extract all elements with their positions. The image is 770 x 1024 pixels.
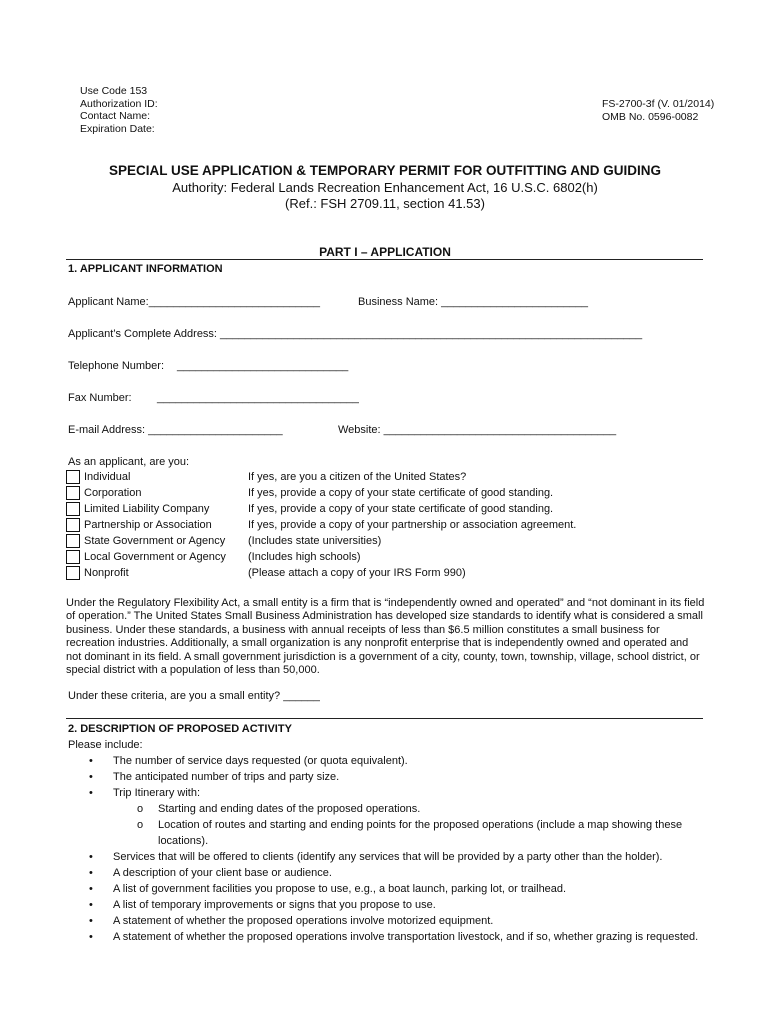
option-row-partnership[interactable] [66,517,212,533]
rfa-paragraph: Under the Regulatory Flexibility Act, a small entity is a firm that is “independently owned and operated” and “not dominant in its field of operation.” The United States Small Business Administration has developed size standards to identify what is considered a small business. Under these standards, a business with annual receipts of less than $6.5 million constitutes a small business for recreation industries. Additionally, a small organization is any nonprofit enterprise that is independently owned and operated and not dominant in its field. A small government jurisdiction is a government of a city, county, town, township, village, school district, or special district with a population of less than 50,000. [66,597,705,677]
section-divider [66,259,703,260]
option-note: If yes, provide a copy of your partnership or association agreement. [248,519,577,531]
list-item [66,913,706,929]
bullet-icon: • [89,867,93,879]
applicant-type-prompt: As an applicant, are you: [68,456,190,468]
list-item-text: Trip Itinerary with: [113,787,201,799]
section-divider [66,718,703,719]
please-include: Please include: [68,739,143,751]
option-label: Limited Liability Company [84,503,210,515]
itinerary-sublist [66,801,706,849]
list-item [66,897,706,913]
checkbox-individual[interactable] [66,470,80,484]
omb-number: OMB No. 0596-0082 [602,110,699,123]
part-heading: PART I – APPLICATION [319,245,451,259]
bullet-icon: • [89,915,93,927]
activity-requirements-list [66,753,706,945]
list-item [66,929,706,945]
option-row-individual[interactable] [66,469,130,485]
authority-line: Authority: Federal Lands Recreation Enhancement Act, 16 U.S.C. 6802(h) [172,180,598,195]
expiration-date: Expiration Date: [80,122,155,135]
option-row-nonprofit[interactable] [66,565,129,581]
option-label: Individual [84,471,131,483]
list-item [66,785,706,849]
applicant-name-field[interactable]: Applicant Name:____________________________ [68,296,321,308]
bullet-icon: • [89,883,93,895]
use-code: Use Code 153 [80,85,148,97]
list-item [66,881,706,897]
form-number: FS-2700-3f (V. 01/2014) [602,98,715,110]
sub-list-item-text: Location of routes and starting and ending points for the proposed operations (include a map showing these locations). [158,819,683,847]
option-row-corporation[interactable] [66,485,141,501]
list-item-text: A statement of whether the proposed operations involve motorized equipment. [113,915,494,927]
contact-name: Contact Name: [80,110,151,122]
option-note: (Includes high schools) [248,551,361,563]
option-note: If yes, provide a copy of your state certificate of good standing. [248,503,554,515]
website-field[interactable]: Website: ______________________________________ [338,424,617,436]
address-field[interactable]: Applicant’s Complete Address: _____________________________________________________________________ [68,328,643,340]
list-item-text: Services that will be offered to clients (identify any services that will be provided by a party other than the holder). [113,851,663,863]
business-name-field[interactable]: Business Name: ________________________ [358,296,588,308]
option-label: State Government or Agency [84,535,226,547]
list-item-text: The anticipated number of trips and party size. [113,771,340,783]
option-row-local-gov[interactable] [66,549,226,565]
telephone-field[interactable]: ____________________________ [177,360,349,372]
option-label: Local Government or Agency [84,551,226,563]
fax-label: Fax Number: [68,392,132,404]
option-label: Corporation [84,487,142,499]
list-item-text: A list of government facilities you propose to use, e.g., a boat launch, parking lot, or trailhead. [113,883,567,895]
form-title: SPECIAL USE APPLICATION & TEMPORARY PERMIT FOR OUTFITTING AND GUIDING [108,163,662,178]
circle-bullet-icon: o [137,803,144,815]
bullet-icon: • [89,931,93,943]
bullet-icon: • [89,771,93,783]
sub-list-item-text: Starting and ending dates of the proposed operations. [158,803,421,815]
option-label: Nonprofit [84,567,129,579]
small-entity-question[interactable]: Under these criteria, are you a small entity? ______ [68,690,320,702]
bullet-icon: • [89,755,93,767]
section1-heading: 1. APPLICANT INFORMATION [68,263,223,275]
form-header-left [80,85,158,135]
checkbox-llc[interactable] [66,502,80,516]
checkbox-partnership[interactable] [66,518,80,532]
sub-list-item [66,801,706,817]
checkbox-state-gov[interactable] [66,534,80,548]
checkbox-corporation[interactable] [66,486,80,500]
reference-line: (Ref.: FSH 2709.11, section 41.53) [285,196,485,211]
option-label: Partnership or Association [84,519,212,531]
checkbox-local-gov[interactable] [66,550,80,564]
list-item-text: A description of your client base or audience. [113,867,332,879]
option-note: (Please attach a copy of your IRS Form 990) [248,567,466,579]
email-field[interactable]: E-mail Address: ______________________ [68,424,283,436]
authorization-id: Authorization ID: [80,97,158,110]
option-note: If yes, provide a copy of your state certificate of good standing. [248,487,554,499]
telephone-label: Telephone Number: [68,360,165,372]
option-note: (Includes state universities) [248,535,382,547]
list-item [66,769,706,785]
list-item [66,753,706,769]
bullet-icon: • [89,787,93,799]
bullet-icon: • [89,851,93,863]
bullet-icon: • [89,899,93,911]
form-header-right [602,98,714,123]
circle-bullet-icon: o [137,819,144,831]
option-note: If yes, are you a citizen of the United States? [248,471,467,483]
list-item [66,865,706,881]
list-item [66,849,706,865]
option-row-llc[interactable] [66,501,209,517]
checkbox-nonprofit[interactable] [66,566,80,580]
sub-list-item [66,817,718,849]
option-row-state-gov[interactable] [66,533,225,549]
list-item-text: A list of temporary improvements or signs that you propose to use. [113,899,436,911]
fax-field[interactable]: _________________________________ [157,392,359,404]
section2-heading: 2. DESCRIPTION OF PROPOSED ACTIVITY [68,723,292,735]
list-item-text: The number of service days requested (or quota equivalent). [113,755,408,767]
list-item-text: A statement of whether the proposed operations involve transportation livestock, and if so, whether grazing is requested. [113,931,699,943]
